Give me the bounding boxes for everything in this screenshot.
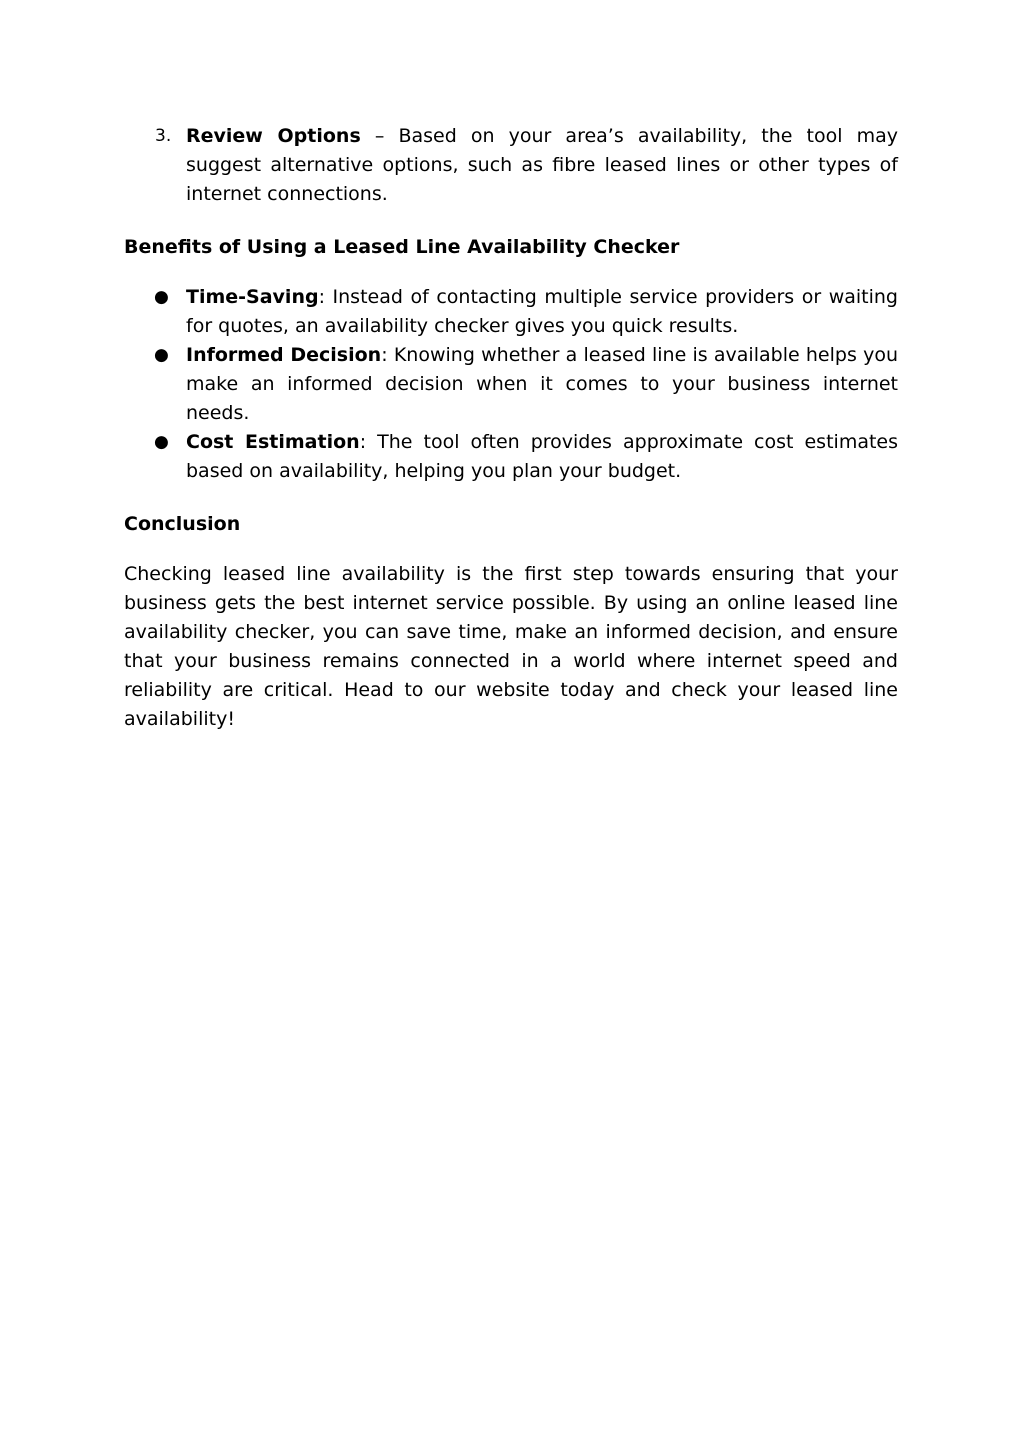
list-item-text: : Knowing whether a leased line is available helps you make an informed decision when it comes to your business internet needs.: [186, 344, 898, 424]
list-item-term: Review Options: [186, 125, 361, 147]
benefits-list: [124, 283, 898, 486]
list-item-text: : The tool often provides approximate cost estimates based on availability, helping you plan your budget.: [186, 431, 899, 482]
conclusion-paragraph: Checking leased line availability is the first step towards ensuring that your business gets the best internet service possible. By using an online leased line availability checker, you can save time, make an informed decision, and ensure that your business remains connected in a world where internet speed and reliability are critical. Head to our website today and check your leased line availability!: [124, 563, 898, 730]
bullet-icon: ●: [154, 345, 169, 365]
benefits-heading: Benefits of Using a Leased Line Availability Checker: [124, 236, 680, 258]
list-item: [124, 428, 898, 486]
list-item-text: – Based on your area’s availability, the tool may suggest alternative options, such as fibre leased lines or other types of internet connections.: [186, 125, 898, 205]
list-item-text: : Instead of contacting multiple service providers or waiting for quotes, an availability checker gives you quick results.: [186, 286, 898, 337]
list-item: [124, 341, 898, 428]
bullet-icon: ●: [154, 432, 169, 452]
list-item-term: Cost Estimation: [186, 431, 360, 453]
list-item-term: Time-Saving: [186, 286, 319, 308]
list-number: 3.: [155, 126, 172, 146]
numbered-list-item: [124, 122, 898, 209]
bullet-icon: ●: [154, 287, 169, 307]
list-item: [124, 283, 898, 341]
document-content: [124, 120, 898, 734]
list-item-term: Informed Decision: [186, 344, 382, 366]
conclusion-heading: Conclusion: [124, 513, 241, 535]
